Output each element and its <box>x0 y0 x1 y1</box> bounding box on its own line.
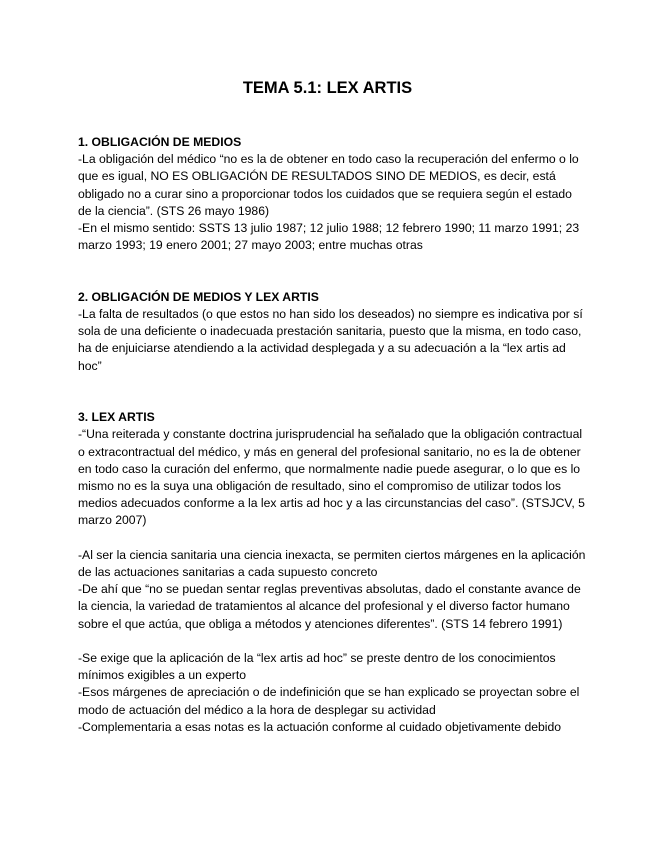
section-heading: 1. OBLIGACIÓN DE MEDIOS <box>78 135 242 149</box>
paragraph: -De ahí que “no se puedan sentar reglas preventivas absolutas, dado el constante avance de la ciencia, la variedad de tratamientos al alcance del profesional y el diverso factor humano sobre el que actúa, que obliga a métodos y atenciones diferentes”. (STS 14 febrero 1991) <box>78 582 581 631</box>
document-title: TEMA 5.1: LEX ARTIS <box>242 79 413 97</box>
paragraph: -Complementaria a esas notas es la actuación conforme al cuidado objetivamente debido <box>78 719 562 734</box>
section-lex-artis <box>78 409 588 736</box>
paragraph-spacer <box>78 530 588 547</box>
paragraph: -“Una reiterada y constante doctrina jurisprudencial ha señalado que la obligación contractual o extracontractual del médico, y más en general del profesional sanitario, no es la de obtener en todo caso la curación del enfermo, que normalmente nadie puede asegurar, o lo que es lo mismo no es la suya una obligación de resultado, sino el compromiso de utilizar todos los medios adecuados conforme a la lex artis ad hoc y a las circunstancias del caso”. (STSJCV, 5 marzo 2007) <box>78 427 585 528</box>
section-obligacion-de-medios <box>78 134 588 254</box>
section-heading: 3. LEX ARTIS <box>78 410 155 425</box>
section-spacer <box>78 254 588 288</box>
paragraph: -Se exige que la aplicación de la “lex artis ad hoc” se preste dentro de los conocimientos mínimos exigibles a un experto <box>78 651 556 683</box>
paragraph-spacer <box>78 633 588 650</box>
document-body <box>78 134 588 736</box>
paragraph: -La obligación del médico “no es la de obtener en todo caso la recuperación del enfermo o lo que es igual, NO ES OBLIGACIÓN DE RESULTADOS SINO DE MEDIOS, es decir, está obligado no a curar sino a proporcionar todos los cuidados que se requiera según el estado de la ciencia”. (STS 26 mayo 1986) <box>78 152 579 218</box>
paragraph: -Esos márgenes de apreciación o de indefinición que se han explicado se proyectan sobre el modo de actuación del médico a la hora de desplegar su actividad <box>78 685 580 717</box>
section-spacer <box>78 375 588 409</box>
paragraph: -En el mismo sentido: SSTS 13 julio 1987; 12 julio 1988; 12 febrero 1990; 11 marzo 1991; 23 marzo 1993; 19 enero 2001; 27 mayo 2003; entre muchas otras <box>78 221 580 253</box>
section-obligacion-de-medios-y-lex-artis <box>78 289 588 375</box>
paragraph: -La falta de resultados (o que estos no han sido los deseados) no siempre es indicativa por sí sola de una deficiente o inadecuada prestación sanitaria, puesto que la misma, en todo caso, ha de enjuiciarse atendiendo a la actividad desplegada y a su adecuación a la “lex artis ad hoc” <box>78 307 583 373</box>
paragraph: -Al ser la ciencia sanitaria una ciencia inexacta, se permiten ciertos márgenes en la aplicación de las actuaciones sanitarias a cada supuesto concreto <box>78 547 586 580</box>
section-heading: 2. OBLIGACIÓN DE MEDIOS Y LEX ARTIS <box>78 289 319 304</box>
